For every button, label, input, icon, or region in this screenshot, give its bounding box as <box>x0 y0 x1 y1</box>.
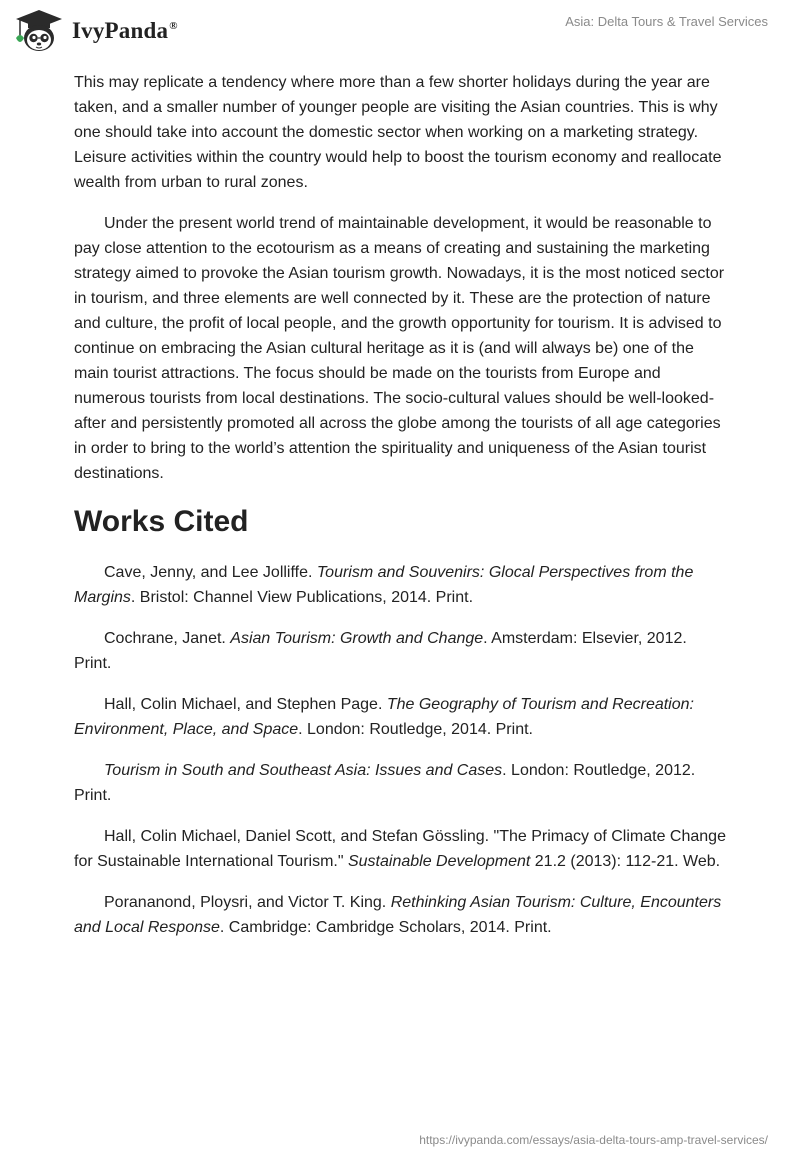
source-url[interactable]: https://ivypanda.com/essays/asia-delta-tours-amp-travel-services/ <box>419 1133 768 1147</box>
citation: Cave, Jenny, and Lee Jolliffe. Tourism and Souvenirs: Glocal Perspectives from the Margins. Bristol: Channel View Publications, 2014. Print. <box>74 564 694 606</box>
body-paragraph: This may replicate a tendency where more than a few shorter holidays during the year are taken, and a smaller number of younger people are visiting the Asian countries. This is why one should take into account the domestic sector when working on a marketing strategy. Leisure activities within the country would help to boost the tourism economy and reallocate wealth from urban to rural zones. <box>74 74 722 191</box>
brand-name: IvyPanda® <box>72 18 178 43</box>
citation: Cochrane, Janet. Asian Tourism: Growth and Change. Amsterdam: Elsevier, 2012. Print. <box>74 630 687 672</box>
essay-content <box>74 70 726 956</box>
brand-logo[interactable] <box>14 8 178 54</box>
panda-graduate-icon <box>14 8 64 54</box>
citation: Porananond, Ploysri, and Victor T. King. Rethinking Asian Tourism: Culture, Encounters and Local Response. Cambridge: Cambridge Scholars, 2014. Print. <box>74 894 722 936</box>
page-header <box>0 0 800 60</box>
works-cited-heading: Works Cited <box>74 505 249 538</box>
citation: Hall, Colin Michael, Daniel Scott, and Stefan Gössling. "The Primacy of Climate Change for Sustainable International Tourism." Sustainable Development 21.2 (2013): 112-21. Web. <box>74 828 726 870</box>
body-paragraph: Under the present world trend of maintainable development, it would be reasonable to pay close attention to the ecotourism as a means of creating and sustaining the marketing strategy aimed to provoke the Asian tourism growth. Nowadays, it is the most noticed sector in tourism, and three elements are well connected by it. These are the protection of nature and culture, the profit of local people, and the growth opportunity for tourism. It is advised to continue on embracing the Asian cultural heritage as it is (and will always be) one of the main tourist attractions. The focus should be made on the tourists from Europe and numerous tourists from local destinations. The socio-cultural values should be well-looked-after and persistently promoted all across the globe among the tourists of all age categories in order to bring to the world’s attention the spirituality and uniqueness of the Asian tourist destinations. <box>74 215 725 482</box>
citation: Tourism in South and Southeast Asia: Issues and Cases. London: Routledge, 2012. Print. <box>74 762 696 804</box>
document-title: Asia: Delta Tours & Travel Services <box>565 14 768 29</box>
citation: Hall, Colin Michael, and Stephen Page. The Geography of Tourism and Recreation: Environment, Place, and Space. London: Routledge, 2014. Print. <box>74 696 694 738</box>
